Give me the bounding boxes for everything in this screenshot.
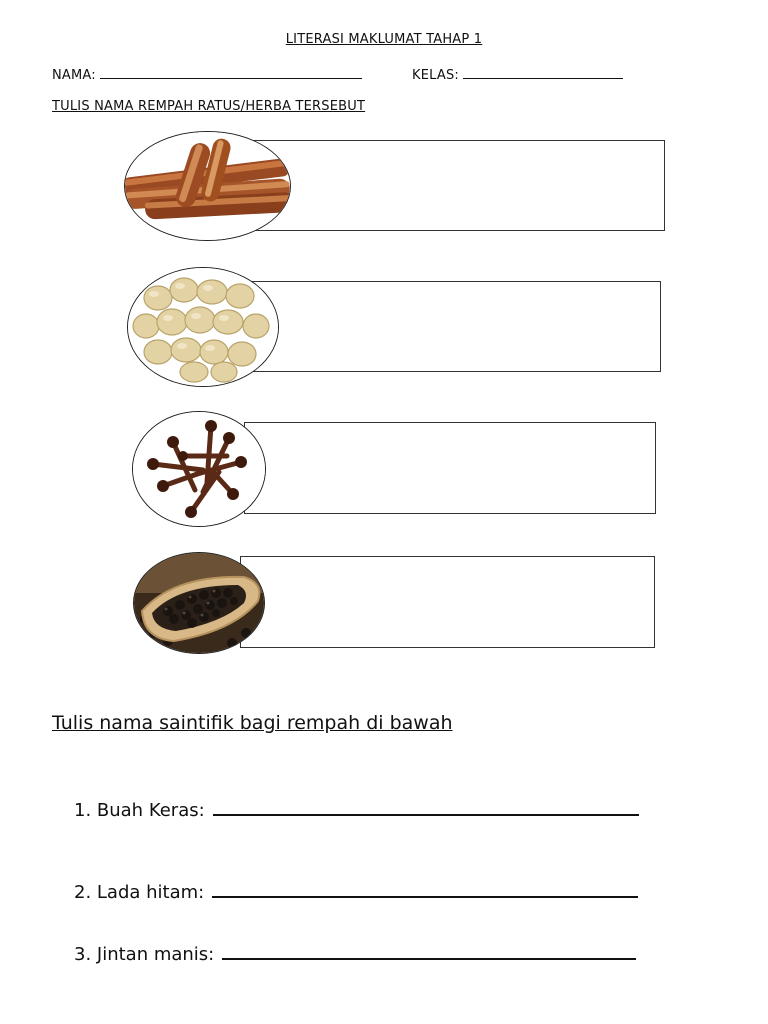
black-pepper-image: [133, 552, 265, 654]
question-2: [74, 878, 638, 903]
answer-box-4[interactable]: [240, 556, 655, 648]
class-label: KELAS:: [412, 68, 460, 83]
worksheet-title: LITERASI MAKLUMAT TAHAP 1: [285, 32, 483, 47]
name-blank-line[interactable]: [100, 66, 362, 79]
instruction-text: TULIS NAMA REMPAH RATUS/HERBA TERSEBUT: [52, 99, 366, 114]
question-3: [74, 940, 636, 965]
question-3-label: 3. Jintan manis:: [74, 944, 215, 965]
candlenuts-image: [127, 267, 279, 387]
question-1: [74, 796, 639, 821]
answer-line-3[interactable]: [222, 940, 636, 960]
answer-line-1[interactable]: [213, 796, 639, 816]
question-2-label: 2. Lada hitam:: [74, 882, 205, 903]
answer-box-2[interactable]: [250, 281, 661, 372]
cinnamon-sticks-image: [124, 131, 291, 241]
name-field: [52, 66, 362, 83]
cloves-image: [132, 411, 266, 527]
section2-heading: Tulis nama saintifik bagi rempah di bawah: [52, 712, 453, 734]
answer-box-3[interactable]: [244, 422, 656, 514]
class-field: [412, 66, 623, 83]
answer-box-1[interactable]: [252, 140, 665, 231]
class-blank-line[interactable]: [463, 66, 623, 79]
name-label: NAMA:: [52, 68, 96, 83]
question-1-label: 1. Buah Keras:: [74, 800, 205, 821]
answer-line-2[interactable]: [212, 878, 638, 898]
